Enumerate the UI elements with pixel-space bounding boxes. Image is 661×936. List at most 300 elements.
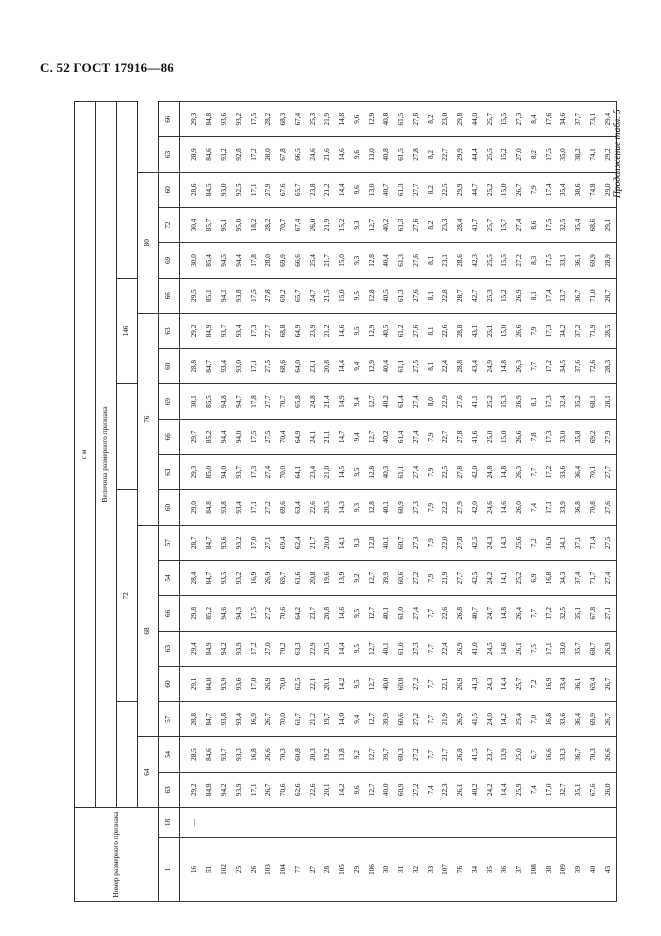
value-cell: 7,4 [527, 772, 542, 807]
feature-number: 105 [335, 838, 350, 902]
value-cell: 85,1 [203, 278, 218, 313]
feature-index [571, 808, 586, 838]
value-cell: 27,1 [601, 596, 617, 631]
value-cell: 17,3 [542, 384, 557, 419]
size-header: 66 [159, 596, 180, 631]
value-cell: 24,5 [483, 631, 498, 666]
table-row [321, 102, 336, 902]
value-cell: 25,6 [512, 525, 527, 560]
feature-index [276, 808, 291, 838]
value-cell: 68,7 [586, 631, 601, 666]
value-cell: 37,2 [571, 313, 586, 348]
value-cell: 14,4 [335, 172, 350, 207]
value-cell: 27,6 [409, 313, 424, 348]
value-cell: 12,9 [365, 349, 380, 384]
value-cell: 25,7 [512, 666, 527, 701]
value-cell: 93,5 [217, 560, 232, 595]
value-cell: 43,1 [468, 313, 483, 348]
value-cell: 8,1 [527, 384, 542, 419]
value-cell: 27,4 [262, 455, 277, 490]
value-cell: 9,3 [350, 207, 365, 242]
value-cell: 69,4 [586, 666, 601, 701]
value-cell: 9,4 [350, 384, 365, 419]
group-top-header: 72 [117, 490, 138, 702]
feature-index [468, 808, 483, 838]
feature-number: 77 [291, 838, 306, 902]
value-cell: 27,3 [409, 490, 424, 525]
feature-number: 32 [409, 838, 424, 902]
value-cell: 28,4 [180, 560, 203, 595]
value-cell: 71,4 [586, 525, 601, 560]
feature-number: 39 [571, 838, 586, 902]
feature-index [365, 808, 380, 838]
value-cell: 22,6 [439, 313, 454, 348]
value-cell: 85,4 [203, 243, 218, 278]
value-cell: 93,0 [232, 349, 247, 384]
value-cell: 29,2 [180, 313, 203, 348]
value-cell: 17,4 [542, 172, 557, 207]
size-header: 72 [159, 207, 180, 242]
value-cell: 15,2 [498, 278, 513, 313]
table-row [453, 102, 468, 902]
table-row [394, 102, 409, 902]
value-cell: 6,7 [527, 737, 542, 772]
value-cell: 28,0 [262, 137, 277, 172]
group-header: 68 [138, 525, 159, 737]
value-cell: 29,8 [180, 596, 203, 631]
value-cell: 14,6 [335, 137, 350, 172]
group-header: 76 [138, 313, 159, 525]
table-row [262, 102, 277, 902]
value-cell: 8,1 [424, 278, 439, 313]
value-cell: 9,6 [350, 137, 365, 172]
value-cell: 23,3 [439, 207, 454, 242]
value-cell: 27,9 [262, 172, 277, 207]
value-cell: 9,5 [350, 278, 365, 313]
value-cell: 64,2 [291, 596, 306, 631]
value-cell: 27,5 [262, 349, 277, 384]
value-cell: 25,9 [512, 772, 527, 807]
value-cell: 8,3 [527, 243, 542, 278]
value-cell: 23,4 [306, 455, 321, 490]
value-cell: 85,2 [203, 419, 218, 454]
value-cell: 39,9 [380, 702, 395, 737]
value-cell: 27,2 [409, 560, 424, 595]
size-header: 63 [159, 313, 180, 348]
value-cell: 27,2 [262, 490, 277, 525]
value-cell: 67,8 [586, 596, 601, 631]
table-row [424, 102, 439, 902]
feature-number: 16 [180, 838, 203, 902]
value-cell: 26,9 [512, 278, 527, 313]
value-cell: 21,9 [439, 560, 454, 595]
value-cell: 40,4 [380, 349, 395, 384]
feature-index [321, 808, 336, 838]
value-cell: 22,4 [439, 631, 454, 666]
value-cell: 9,5 [350, 631, 365, 666]
feature-number: 109 [557, 838, 572, 902]
value-cell: 15,7 [498, 207, 513, 242]
value-cell: 34,2 [557, 313, 572, 348]
value-cell: 25,2 [483, 384, 498, 419]
value-cell: 27,2 [409, 666, 424, 701]
feature-index [483, 808, 498, 838]
value-cell: 8,1 [527, 278, 542, 313]
value-cell: 12,7 [365, 737, 380, 772]
value-cell: 29,5 [180, 278, 203, 313]
value-cell: 28,9 [601, 243, 617, 278]
value-cell: 74,8 [586, 172, 601, 207]
value-cell: 12,7 [365, 772, 380, 807]
value-cell: 26,8 [453, 737, 468, 772]
value-cell: 69,4 [276, 525, 291, 560]
value-cell: 14,7 [335, 419, 350, 454]
group-top-header [117, 102, 138, 279]
value-cell: 27,3 [409, 631, 424, 666]
value-cell: 29,4 [180, 631, 203, 666]
value-cell: 7,0 [527, 702, 542, 737]
value-cell: 61,3 [394, 207, 409, 242]
value-cell: 28,1 [601, 384, 617, 419]
value-cell: 64,0 [291, 349, 306, 384]
value-cell: 7,7 [527, 349, 542, 384]
value-cell: 6,9 [527, 560, 542, 595]
value-cell: 85,5 [203, 384, 218, 419]
value-cell: 9,2 [350, 737, 365, 772]
value-cell: 61,3 [394, 243, 409, 278]
feature-index [217, 808, 232, 838]
value-cell: 28,9 [180, 137, 203, 172]
value-cell: 84,9 [203, 631, 218, 666]
value-cell: 7,9 [527, 313, 542, 348]
table-row [306, 102, 321, 902]
feature-number: 28 [321, 838, 336, 902]
value-cell: 7,2 [527, 666, 542, 701]
value-cell: 26,8 [453, 596, 468, 631]
value-cell: 18,2 [247, 207, 262, 242]
table-inner [74, 102, 617, 902]
value-cell: 17,8 [247, 243, 262, 278]
table-row [601, 102, 617, 902]
table-row [512, 102, 527, 902]
value-cell: 7,7 [527, 596, 542, 631]
value-cell: 70,7 [276, 207, 291, 242]
index-header-first: 1 [159, 838, 180, 902]
value-cell: 93,0 [217, 172, 232, 207]
feature-number: 35 [483, 838, 498, 902]
value-cell: 33,7 [557, 278, 572, 313]
value-cell: 7,7 [424, 666, 439, 701]
value-cell: 17,5 [247, 419, 262, 454]
feature-number: 31 [394, 838, 409, 902]
value-cell: 14,2 [498, 702, 513, 737]
value-cell: 7,9 [424, 525, 439, 560]
value-cell: 27,3 [512, 102, 527, 137]
value-cell: 29,8 [453, 102, 468, 137]
value-cell: 60,6 [394, 702, 409, 737]
value-cell: 62,6 [291, 772, 306, 807]
value-cell: 33,1 [557, 243, 572, 278]
value-cell: 61,6 [291, 560, 306, 595]
feature-number: 25 [232, 838, 247, 902]
value-cell: 61,7 [291, 702, 306, 737]
value-cell: 14,4 [498, 666, 513, 701]
value-cell: 22,3 [439, 772, 454, 807]
value-cell: 38,6 [571, 172, 586, 207]
value-cell: 7,5 [527, 631, 542, 666]
value-cell: 8,2 [424, 207, 439, 242]
feature-index [527, 808, 542, 838]
table-row [217, 102, 232, 902]
value-cell: 28,4 [453, 207, 468, 242]
feature-number: 37 [512, 838, 527, 902]
value-cell: 29,0 [180, 490, 203, 525]
value-cell: 26,9 [601, 631, 617, 666]
value-cell: 7,8 [527, 419, 542, 454]
value-cell: 35,2 [571, 384, 586, 419]
value-cell: 27,0 [512, 137, 527, 172]
size-header: 54 [159, 560, 180, 595]
value-cell: 26,6 [512, 419, 527, 454]
value-cell: 30,1 [180, 384, 203, 419]
value-cell: 84,6 [203, 137, 218, 172]
value-cell: 93,8 [232, 278, 247, 313]
value-cell: 93,2 [232, 525, 247, 560]
value-cell: 21,7 [306, 525, 321, 560]
value-cell: 8,2 [527, 137, 542, 172]
value-cell: 40,1 [380, 525, 395, 560]
page-header: С. 52 ГОСТ 17916—86 [40, 60, 174, 75]
value-cell: 8,0 [424, 384, 439, 419]
value-cell: 70,0 [276, 666, 291, 701]
value-cell: 21,9 [321, 207, 336, 242]
value-cell: 36,7 [571, 737, 586, 772]
value-cell: 33,4 [557, 666, 572, 701]
value-cell: 84,6 [203, 737, 218, 772]
table-row [335, 102, 350, 902]
group-header: 80 [138, 172, 159, 313]
value-cell: 29,9 [453, 172, 468, 207]
value-cell: 67,8 [276, 137, 291, 172]
value-cell: 25,4 [512, 702, 527, 737]
value-cell: 27,7 [262, 313, 277, 348]
value-cell: 25,4 [306, 243, 321, 278]
value-cell: 67,4 [291, 207, 306, 242]
value-cell: 62,4 [291, 525, 306, 560]
value-cell: 14,6 [498, 631, 513, 666]
value-cell: 73,1 [586, 102, 601, 137]
feature-index [394, 808, 409, 838]
value-cell: 61,1 [394, 349, 409, 384]
value-cell: 22,4 [439, 349, 454, 384]
value-cell: 9,4 [350, 349, 365, 384]
value-cell: 16,9 [542, 525, 557, 560]
value-cell: 27,8 [409, 102, 424, 137]
value-cell: 28,7 [453, 278, 468, 313]
feature-number: 33 [424, 838, 439, 902]
value-cell: 93,4 [232, 313, 247, 348]
value-cell: 7,7 [527, 455, 542, 490]
value-cell: 26,4 [512, 596, 527, 631]
value-cell: 25,0 [512, 737, 527, 772]
value-cell: 8,4 [527, 102, 542, 137]
value-cell: 28,8 [453, 313, 468, 348]
value-cell: 27,8 [453, 455, 468, 490]
feature-index: — [180, 808, 203, 838]
value-cell: 25,0 [483, 419, 498, 454]
value-cell: 24,1 [306, 419, 321, 454]
value-cell: 34,1 [557, 525, 572, 560]
value-cell: 29,2 [180, 772, 203, 807]
value-cell: 28,6 [180, 172, 203, 207]
value-cell: 84,8 [203, 772, 218, 807]
value-cell: 69,2 [276, 278, 291, 313]
value-cell: 22,7 [439, 137, 454, 172]
value-cell: 17,0 [247, 666, 262, 701]
value-cell: 20,3 [306, 737, 321, 772]
value-cell: 17,5 [542, 137, 557, 172]
value-cell: 70,7 [276, 384, 291, 419]
value-cell: 94,8 [217, 384, 232, 419]
value-cell: 12,7 [365, 631, 380, 666]
value-cell: 42,0 [468, 455, 483, 490]
value-cell: 13,0 [365, 137, 380, 172]
value-cell: 42,3 [468, 243, 483, 278]
value-cell: 22,2 [439, 490, 454, 525]
value-cell: 69,7 [276, 560, 291, 595]
value-cell: 12,8 [365, 490, 380, 525]
value-cell: 7,4 [527, 490, 542, 525]
value-cell: 22,5 [439, 455, 454, 490]
value-cell: 21,2 [321, 172, 336, 207]
value-cell: 42,5 [468, 525, 483, 560]
value-cell: 27,4 [409, 596, 424, 631]
value-cell: 25,3 [306, 102, 321, 137]
feature-index [306, 808, 321, 838]
table-row [350, 102, 365, 902]
value-cell: 68,6 [586, 207, 601, 242]
value-cell: 7,2 [527, 525, 542, 560]
value-cell: 69,9 [586, 702, 601, 737]
value-cell: 94,4 [217, 419, 232, 454]
value-cell: 40,2 [380, 419, 395, 454]
feature-number: 108 [527, 838, 542, 902]
value-cell: 12,7 [365, 702, 380, 737]
value-cell: 60,8 [394, 666, 409, 701]
value-cell: 21,9 [439, 702, 454, 737]
value-cell: 16,9 [247, 560, 262, 595]
value-cell: 27,7 [262, 384, 277, 419]
feature-number: 38 [542, 838, 557, 902]
value-cell: 26,3 [512, 349, 527, 384]
value-cell: 27,4 [409, 384, 424, 419]
value-cell: 33,9 [557, 490, 572, 525]
value-cell: 17,2 [542, 596, 557, 631]
value-cell: 33,0 [557, 631, 572, 666]
value-cell: 40,1 [380, 490, 395, 525]
value-cell: 12,8 [365, 278, 380, 313]
feature-number: 76 [453, 838, 468, 902]
value-cell: 26,9 [453, 702, 468, 737]
value-cell: 94,7 [232, 384, 247, 419]
value-cell: 27,7 [409, 172, 424, 207]
value-cell: 37,6 [571, 349, 586, 384]
size-header: 63 [159, 455, 180, 490]
value-cell: 84,8 [203, 490, 218, 525]
value-cell: 27,4 [601, 560, 617, 595]
value-cell: 26,9 [453, 666, 468, 701]
value-cell: 42,0 [468, 490, 483, 525]
table-row [439, 102, 454, 902]
value-cell: 34,3 [557, 560, 572, 595]
value-cell: 15,5 [498, 102, 513, 137]
feature-index [203, 808, 218, 838]
feature-index [380, 808, 395, 838]
value-cell: 63,4 [291, 490, 306, 525]
value-cell: 26,1 [512, 631, 527, 666]
size-header: 60 [159, 490, 180, 525]
value-cell: 28,2 [262, 207, 277, 242]
value-cell: 27,2 [409, 702, 424, 737]
value-cell: 26,1 [453, 772, 468, 807]
feature-index [424, 808, 439, 838]
value-cell: 61,0 [394, 631, 409, 666]
feature-index [409, 808, 424, 838]
feature-number: 106 [365, 838, 380, 902]
value-cell: 29,2 [601, 137, 617, 172]
size-header: 66 [159, 278, 180, 313]
value-cell: 70,0 [276, 455, 291, 490]
value-cell: 29,9 [453, 137, 468, 172]
value-cell: 13,9 [498, 737, 513, 772]
value-cell: 24,8 [483, 455, 498, 490]
feature-number: 103 [262, 838, 277, 902]
value-cell: 40,1 [380, 596, 395, 631]
value-cell: 27,6 [409, 207, 424, 242]
value-cell: 29,7 [180, 419, 203, 454]
value-cell: 17,4 [542, 278, 557, 313]
value-cell: 9,6 [350, 172, 365, 207]
value-cell: 17,5 [247, 596, 262, 631]
value-cell: 93,8 [217, 490, 232, 525]
value-cell: 9,5 [350, 455, 365, 490]
value-cell: 41,3 [468, 666, 483, 701]
value-cell: 7,9 [424, 490, 439, 525]
value-cell: 12,7 [365, 666, 380, 701]
value-cell: 61,1 [394, 455, 409, 490]
value-cell: 13,0 [365, 172, 380, 207]
value-cell: 14,8 [498, 349, 513, 384]
value-cell: 93,9 [217, 666, 232, 701]
value-cell: 94,4 [232, 243, 247, 278]
value-cell: 36,1 [571, 666, 586, 701]
value-cell: 67,6 [586, 772, 601, 807]
value-cell: 44,4 [468, 137, 483, 172]
value-cell: 69,9 [586, 243, 601, 278]
value-cell: 35,1 [571, 772, 586, 807]
value-cell: 40,2 [468, 772, 483, 807]
value-cell: 14,3 [498, 525, 513, 560]
value-cell: 14,4 [498, 772, 513, 807]
table-row [527, 102, 542, 902]
table-row [276, 102, 291, 902]
value-cell: 12,8 [365, 525, 380, 560]
value-cell: 23,7 [306, 596, 321, 631]
value-cell: 26,7 [601, 702, 617, 737]
value-cell: 15,0 [335, 278, 350, 313]
size-header: 69 [159, 384, 180, 419]
value-cell: 8,2 [424, 137, 439, 172]
